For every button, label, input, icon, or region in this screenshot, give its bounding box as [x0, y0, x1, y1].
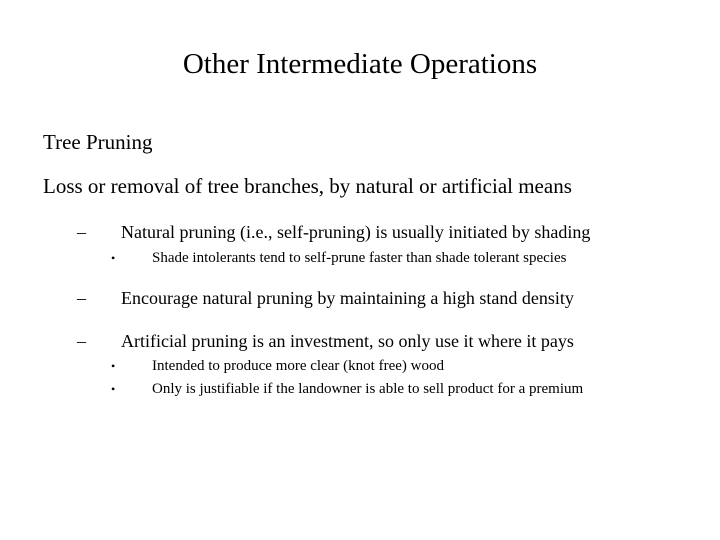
- slide-title: Other Intermediate Operations: [182, 48, 538, 80]
- lead-text: Loss or removal of tree branches, by natural or artificial means: [43, 174, 572, 198]
- bullet-marker: •: [111, 251, 116, 265]
- section-heading: Tree Pruning: [43, 130, 153, 154]
- dash-marker: –: [77, 222, 86, 242]
- bullet-marker: •: [111, 359, 116, 373]
- sub-list-item: Shade intolerants tend to self-prune faster than shade tolerant species: [152, 250, 567, 266]
- list-item: Encourage natural pruning by maintaining a high stand density: [121, 288, 574, 308]
- list-item: Artificial pruning is an investment, so only use it where it pays: [121, 331, 574, 351]
- bullet-marker: •: [111, 382, 116, 396]
- dash-marker: –: [77, 331, 86, 351]
- list-item: Natural pruning (i.e., self-pruning) is usually initiated by shading: [121, 222, 591, 242]
- dash-marker: –: [77, 288, 86, 308]
- sub-list-item: Only is justifiable if the landowner is able to sell product for a premium: [152, 381, 584, 397]
- sub-list-item: Intended to produce more clear (knot free) wood: [152, 358, 444, 374]
